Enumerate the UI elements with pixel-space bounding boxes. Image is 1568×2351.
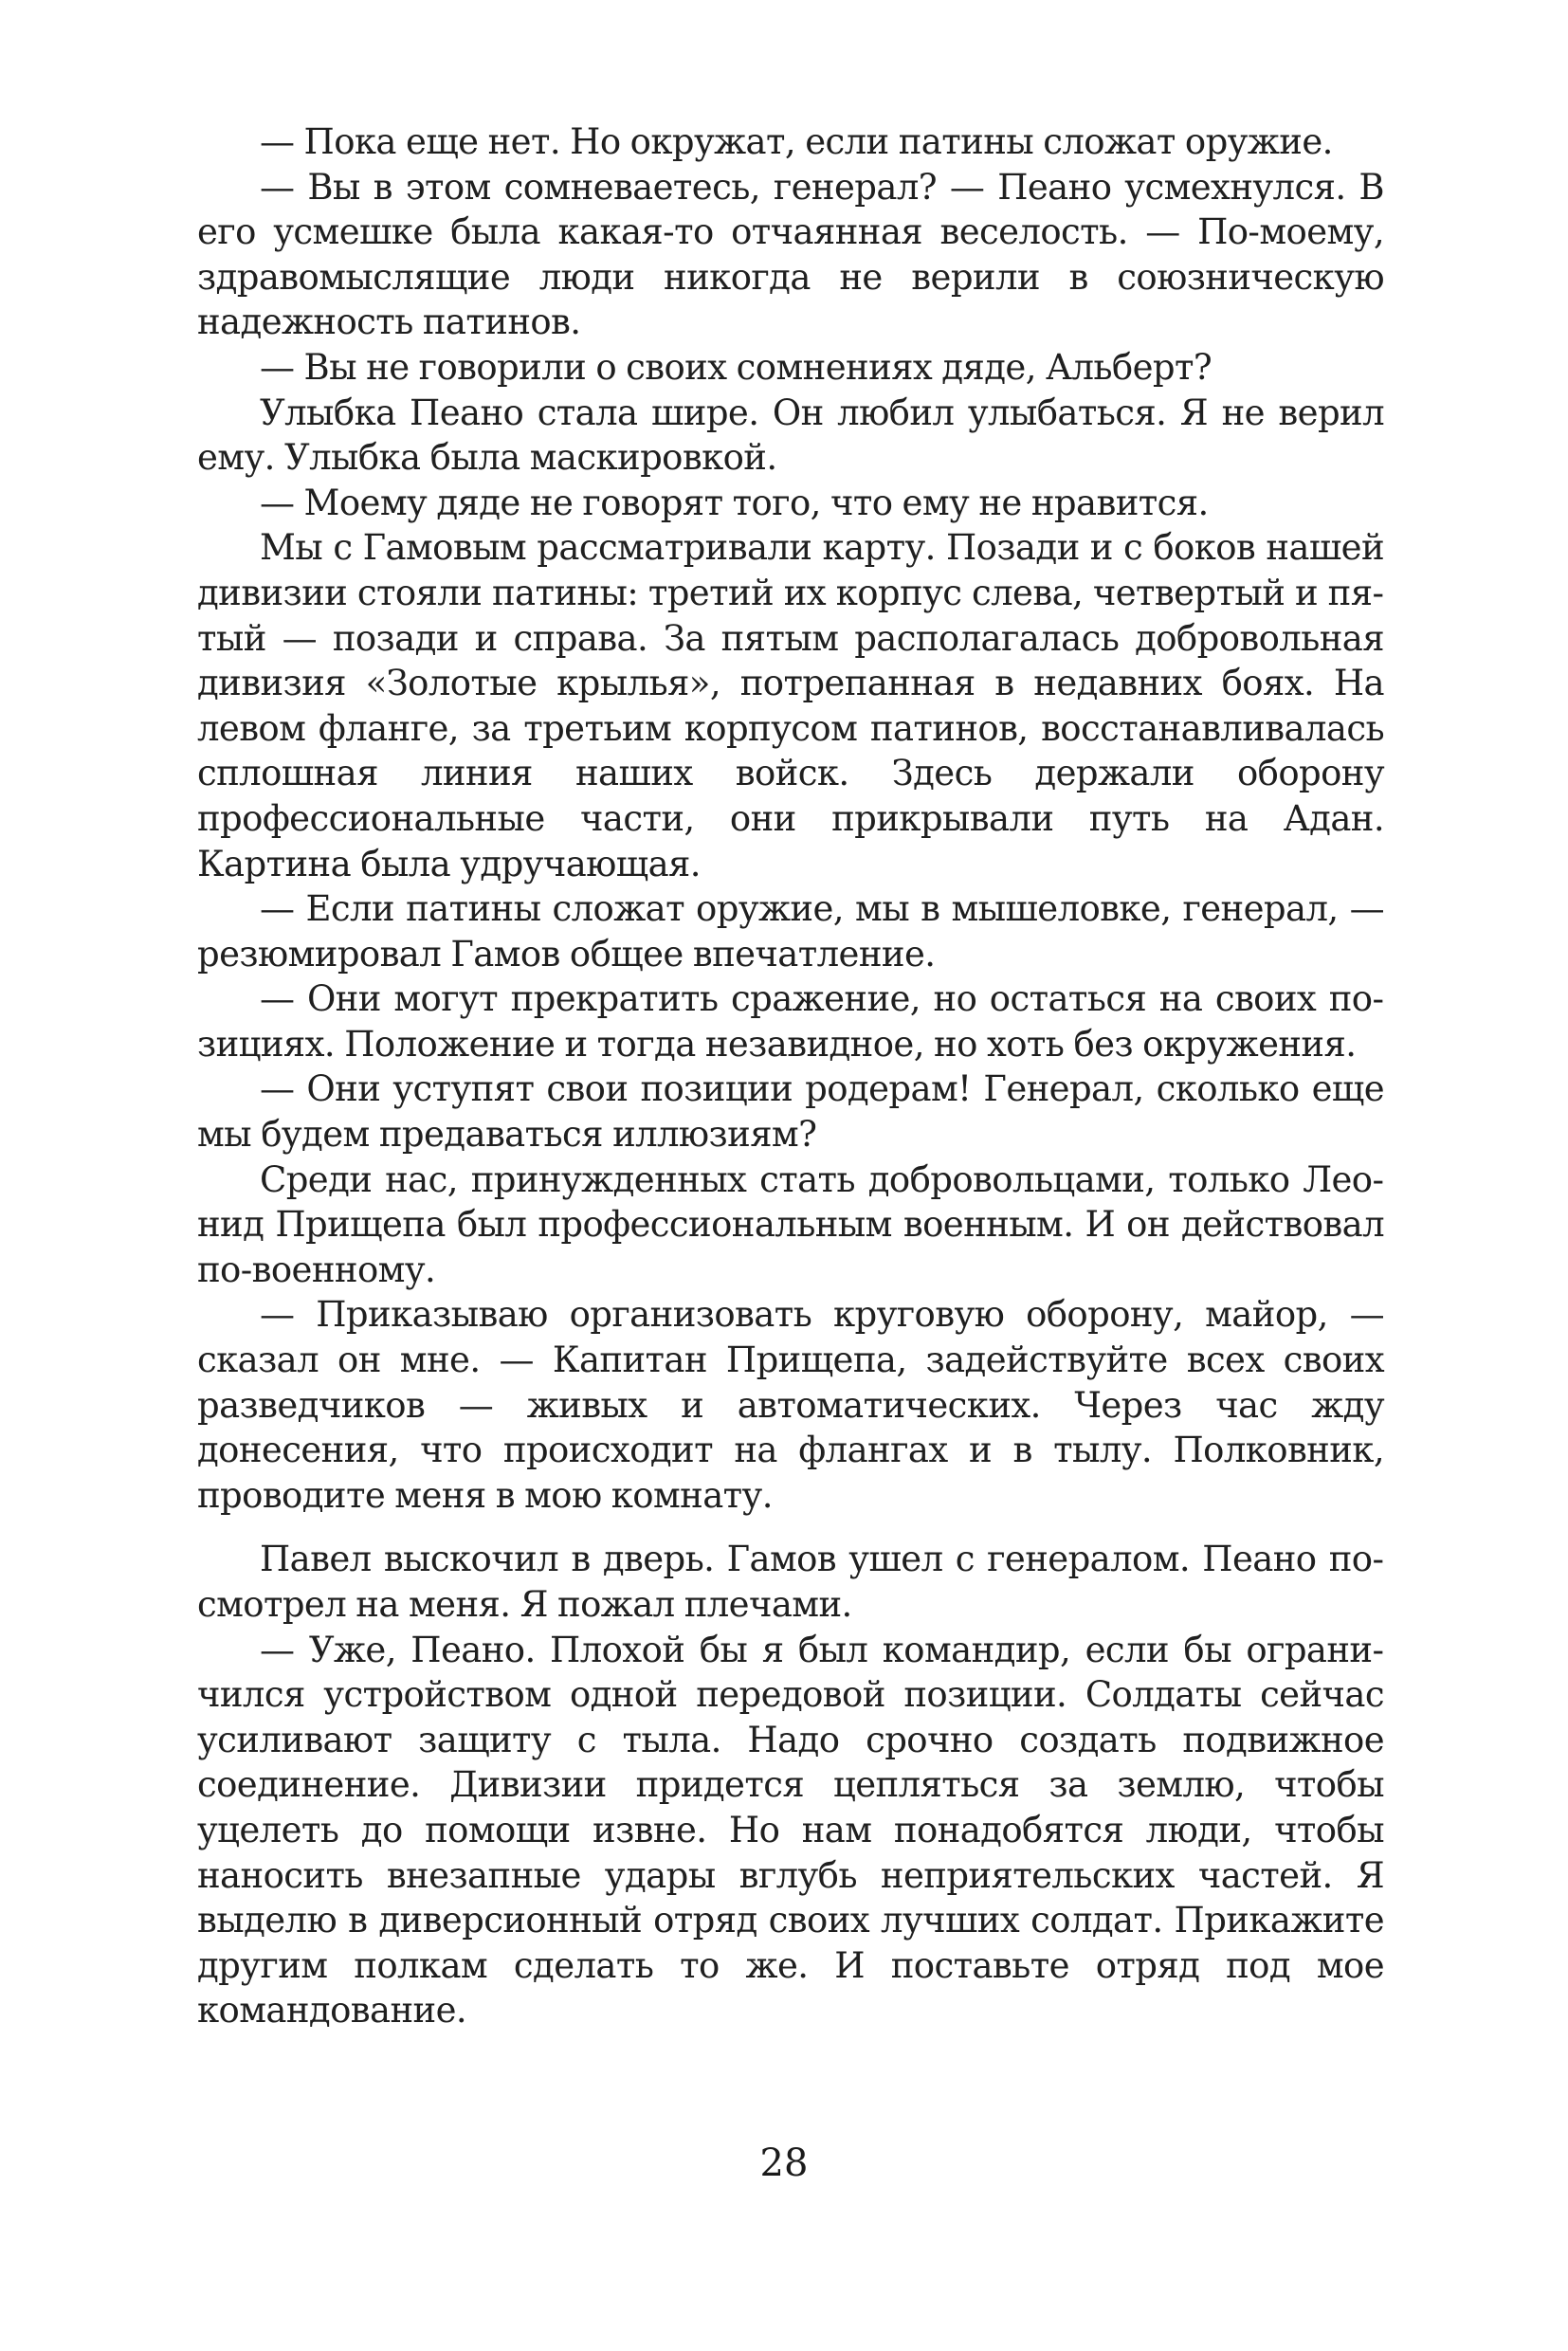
- paragraph-13: — Уже, Пеано. Плохой бы я был командир, если бы ограничился устройством одной передовой позиции. Солдаты сейчас усиливают защиту с тыла. Надо срочно создать подвижное соединение. Дивизии придется цепляться за землю, чтобы уцелеть до помощи извне. Но нам понадобятся люди, чтобы наносить внезапные удары вглубь неприятельских частей. Я выделю в диверсионный отряд своих лучших солдат. Прикажите другим полкам сделать то же. И поставьте отряд под мое командование.: [197, 1629, 1384, 2032]
- paragraph-3: — Вы не говорили о своих сомнениях дяде, Альберт?: [260, 346, 1212, 388]
- body-text: [197, 119, 1384, 2033]
- paragraph-12: Павел выскочил в дверь. Гамов ушел с генералом. Пеано посмотрел на меня. Я пожал плечами.: [197, 1539, 1384, 1625]
- paragraph-8: — Они могут прекратить сражение, но остаться на своих позициях. Положение и тогда незавидное, но хоть без окружения.: [197, 978, 1384, 1065]
- paragraph-6: Мы с Гамовым рассматривали карту. Позади и с боков нашей дивизии стояли патины: третий их корпус слева, четвертый и пятый — позади и справа. За пятым располагалась добровольная дивизия «Золотые крылья», потрепанная в недавних боях. На левом фланге, за третьим корпусом патинов, восстанавливалась сплошная линия наших войск. Здесь держали оборону профессиональные части, они прикрывали путь на Адан. Картина была удручающая.: [197, 527, 1384, 884]
- page-number: 28: [759, 2141, 809, 2185]
- paragraph-4: Улыбка Пеано стала шире. Он любил улыбаться. Я не верил ему. Улыбка была маскировкой.: [197, 392, 1384, 479]
- paragraph-11: — Приказываю организовать круговую оборону, майор, — сказал он мне. — Капитан Прищепа, задействуйте всех своих разведчиков — живых и автоматических. Через час жду донесения, что происходит на флангах и в тылу. Полковник, проводите меня в мою комнату.: [197, 1294, 1384, 1516]
- paragraph-9: — Они уступят свои позиции родерам! Генерал, сколько еще мы будем предаваться иллюзиям?: [197, 1068, 1384, 1156]
- paragraph-7: — Если патины сложат оружие, мы в мышеловке, генерал, — резюмировал Гамов общее впечатление.: [197, 888, 1384, 975]
- paragraph-5: — Моему дяде не говорят того, что ему не нравится.: [260, 482, 1209, 523]
- paragraph-gap: [197, 1518, 1384, 1537]
- paragraph-10: Среди нас, принужденных стать добровольцами, только Леонид Прищепа был профессиональным военным. И он действовал по-военному.: [197, 1158, 1384, 1290]
- paragraph-1: — Пока еще нет. Но окружат, если патины сложат оружие.: [260, 121, 1333, 162]
- paragraph-2: — Вы в этом сомневаетесь, генерал? — Пеано усмехнулся. В его усмешке была какая-то отчаянная веселость. — По-моему, здравомыслящие люди никогда не верили в союзническую надежность патинов.: [197, 166, 1384, 343]
